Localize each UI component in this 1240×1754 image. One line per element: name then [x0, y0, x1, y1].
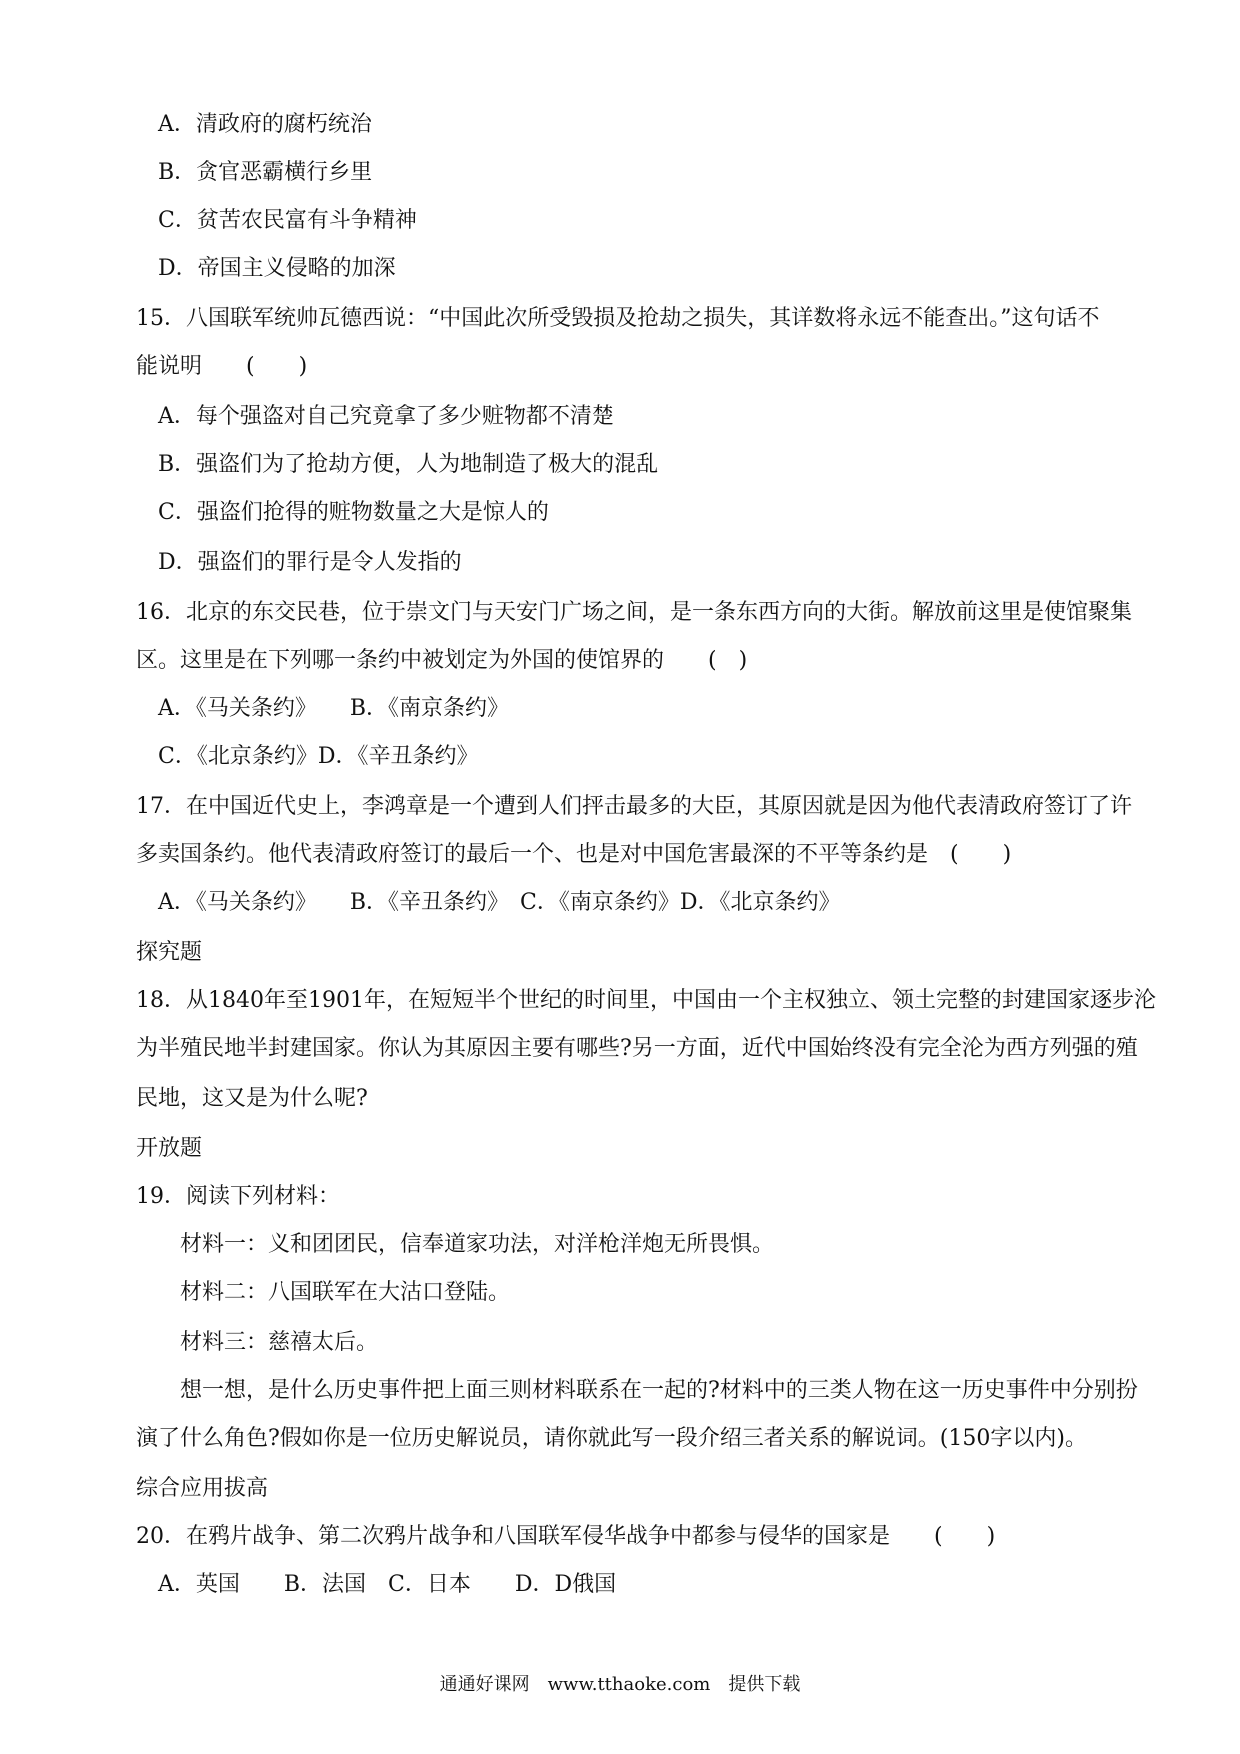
question-16-line2: 区。这里是在下列哪一条约中被划定为外国的使馆界的 ( ) [136, 648, 748, 673]
section-heading-comprehensive: 综合应用拔高 [136, 1476, 269, 1501]
question-15-line2: 能说明 ( ) [136, 354, 308, 379]
section-heading-open: 开放题 [136, 1136, 203, 1161]
options-17: A．《马关条约》 B．《辛丑条约》 C．《南京条约》D．《北京条约》 [158, 890, 841, 915]
material-2: 材料二：八国联军在大沽口登陆。 [180, 1280, 511, 1305]
option-15c: C．强盗们抢得的赃物数量之大是惊人的 [158, 500, 549, 525]
question-20-stem: 20．在鸦片战争、第二次鸦片战争和八国联军侵华战争中都参与侵华的国家是 ( ) [136, 1524, 996, 1549]
page-footer: 通通好课网 www.tthaoke.com 提供下载 [439, 1674, 801, 1695]
question-17-line2: 多卖国条约。他代表清政府签订的最后一个、也是对中国危害最深的不平等条约是 ( ) [136, 842, 1012, 867]
option-15d: D．强盗们的罪行是令人发指的 [158, 550, 462, 575]
question-18-line2: 为半殖民地半封建国家。你认为其原因主要有哪些?另一方面，近代中国始终没有完全沦为西方列强的殖 [136, 1036, 1138, 1061]
material-3: 材料三：慈禧太后。 [180, 1330, 379, 1355]
option-14c: C．贫苦农民富有斗争精神 [158, 208, 417, 233]
question-19-stem: 19．阅读下列材料： [136, 1184, 340, 1209]
options-16-row1: A．《马关条约》 B．《南京条约》 [158, 696, 510, 721]
option-14b: B．贪官恶霸横行乡里 [158, 160, 373, 185]
options-16-row2: C．《北京条约》D．《辛丑条约》 [158, 744, 479, 769]
section-heading-inquiry: 探究题 [136, 940, 203, 965]
options-20: A．英国 B．法国 C．日本 D．D俄国 [158, 1572, 617, 1597]
question-19-prompt-line1: 想一想，是什么历史事件把上面三则材料联系在一起的?材料中的三类人物在这一历史事件中分别扮 [180, 1378, 1138, 1403]
question-18-line1: 18．从1840年至1901年，在短短半个世纪的时间里，中国由一个主权独立、领土完整的封建国家逐步沦 [136, 988, 1156, 1013]
material-1: 材料一：义和团团民，信奉道家功法，对洋枪洋炮无所畏惧。 [180, 1232, 775, 1257]
question-18-line3: 民地，这又是为什么呢? [136, 1086, 368, 1111]
option-15b: B．强盗们为了抢劫方便，人为地制造了极大的混乱 [158, 452, 659, 477]
option-14a: A．清政府的腐朽统治 [158, 112, 372, 137]
option-15a: A．每个强盗对自己究竟拿了多少赃物都不清楚 [158, 404, 614, 429]
question-19-prompt-line2: 演了什么角色?假如你是一位历史解说员，请你就此写一段介绍三者关系的解说词。(150字以内)。 [136, 1426, 1087, 1451]
question-17-line1: 17．在中国近代史上，李鸿章是一个遭到人们抨击最多的大臣，其原因就是因为他代表清政府签订了许 [136, 794, 1132, 819]
question-16-line1: 16．北京的东交民巷，位于崇文门与天安门广场之间，是一条东西方向的大街。解放前这里是使馆聚集 [136, 600, 1132, 625]
option-14d: D．帝国主义侵略的加深 [158, 256, 396, 281]
question-15-line1: 15．八国联军统帅瓦德西说：“中国此次所受毁损及抢劫之损失，其详数将永远不能查出。”这句话不 [136, 306, 1100, 331]
